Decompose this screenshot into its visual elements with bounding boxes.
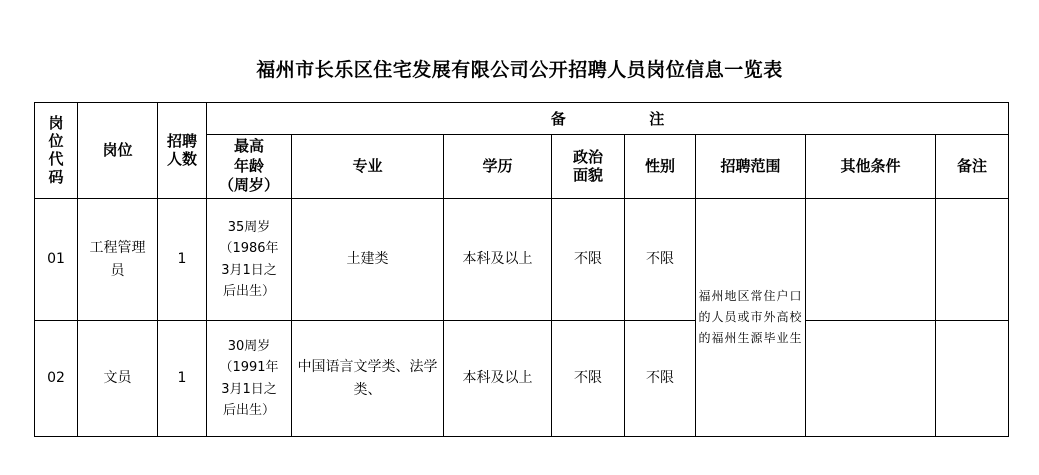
row-age-line2: （1991年 xyxy=(219,360,279,376)
header-code xyxy=(35,103,78,199)
header-count-label: 招聘人数 xyxy=(166,132,197,169)
header-political-label: 政治面貌 xyxy=(572,148,603,185)
row-age xyxy=(207,321,292,437)
header-row-top xyxy=(35,103,1009,135)
row-age xyxy=(207,199,292,321)
row-age-line3: 3月1日之 xyxy=(221,262,277,278)
row-code: 02 xyxy=(35,321,78,437)
header-education: 学历 xyxy=(444,135,552,199)
header-gender: 性别 xyxy=(625,135,696,199)
header-age-line1: 最高 xyxy=(233,137,264,156)
table-row xyxy=(35,199,1009,321)
header-position: 岗位 xyxy=(78,103,158,199)
row-count: 1 xyxy=(158,321,207,437)
row-political: 不限 xyxy=(552,199,625,321)
header-age-line2: 年龄 xyxy=(233,156,264,175)
row-political: 不限 xyxy=(552,321,625,437)
row-major xyxy=(292,321,444,437)
header-other: 其他条件 xyxy=(806,135,936,199)
row-age-line2: （1986年 xyxy=(219,241,279,257)
row-major: 土建类 xyxy=(292,199,444,321)
header-political xyxy=(552,135,625,199)
header-major: 专业 xyxy=(292,135,444,199)
row-age-line1: 30周岁 xyxy=(227,338,271,354)
header-age-line3: （周岁） xyxy=(218,176,279,195)
row-code: 01 xyxy=(35,199,78,321)
row-remark xyxy=(936,199,1009,321)
row-position: 文员 xyxy=(78,321,158,437)
row-major-label: 中国语言文学类、法学类、 xyxy=(297,359,438,398)
header-count xyxy=(158,103,207,199)
recruitment-scope: 福州地区常住户口的人员或市外高校的福州生源毕业生 xyxy=(696,199,806,437)
header-code-label: 岗位代码 xyxy=(48,114,64,187)
header-scope: 招聘范围 xyxy=(696,135,806,199)
row-other xyxy=(806,321,936,437)
header-remark: 备注 xyxy=(936,135,1009,199)
row-remark xyxy=(936,321,1009,437)
row-age-line3: 3月1日之 xyxy=(221,381,277,397)
page-title: 福州市长乐区住宅发展有限公司公开招聘人员岗位信息一览表 xyxy=(256,59,783,81)
row-other xyxy=(806,199,936,321)
row-count: 1 xyxy=(158,199,207,321)
row-age-line1: 35周岁 xyxy=(227,219,271,235)
header-remarks-group: 备 注 xyxy=(207,103,1009,135)
row-position-label: 工程管理员 xyxy=(89,240,146,279)
row-education: 本科及以上 xyxy=(444,199,552,321)
row-age-line4: 后出生） xyxy=(222,402,275,418)
row-gender: 不限 xyxy=(625,199,696,321)
row-position xyxy=(78,199,158,321)
table-row xyxy=(35,321,1009,437)
row-gender: 不限 xyxy=(625,321,696,437)
row-education: 本科及以上 xyxy=(444,321,552,437)
header-age xyxy=(207,135,292,199)
position-table xyxy=(34,102,1009,437)
row-age-line4: 后出生） xyxy=(222,283,275,299)
